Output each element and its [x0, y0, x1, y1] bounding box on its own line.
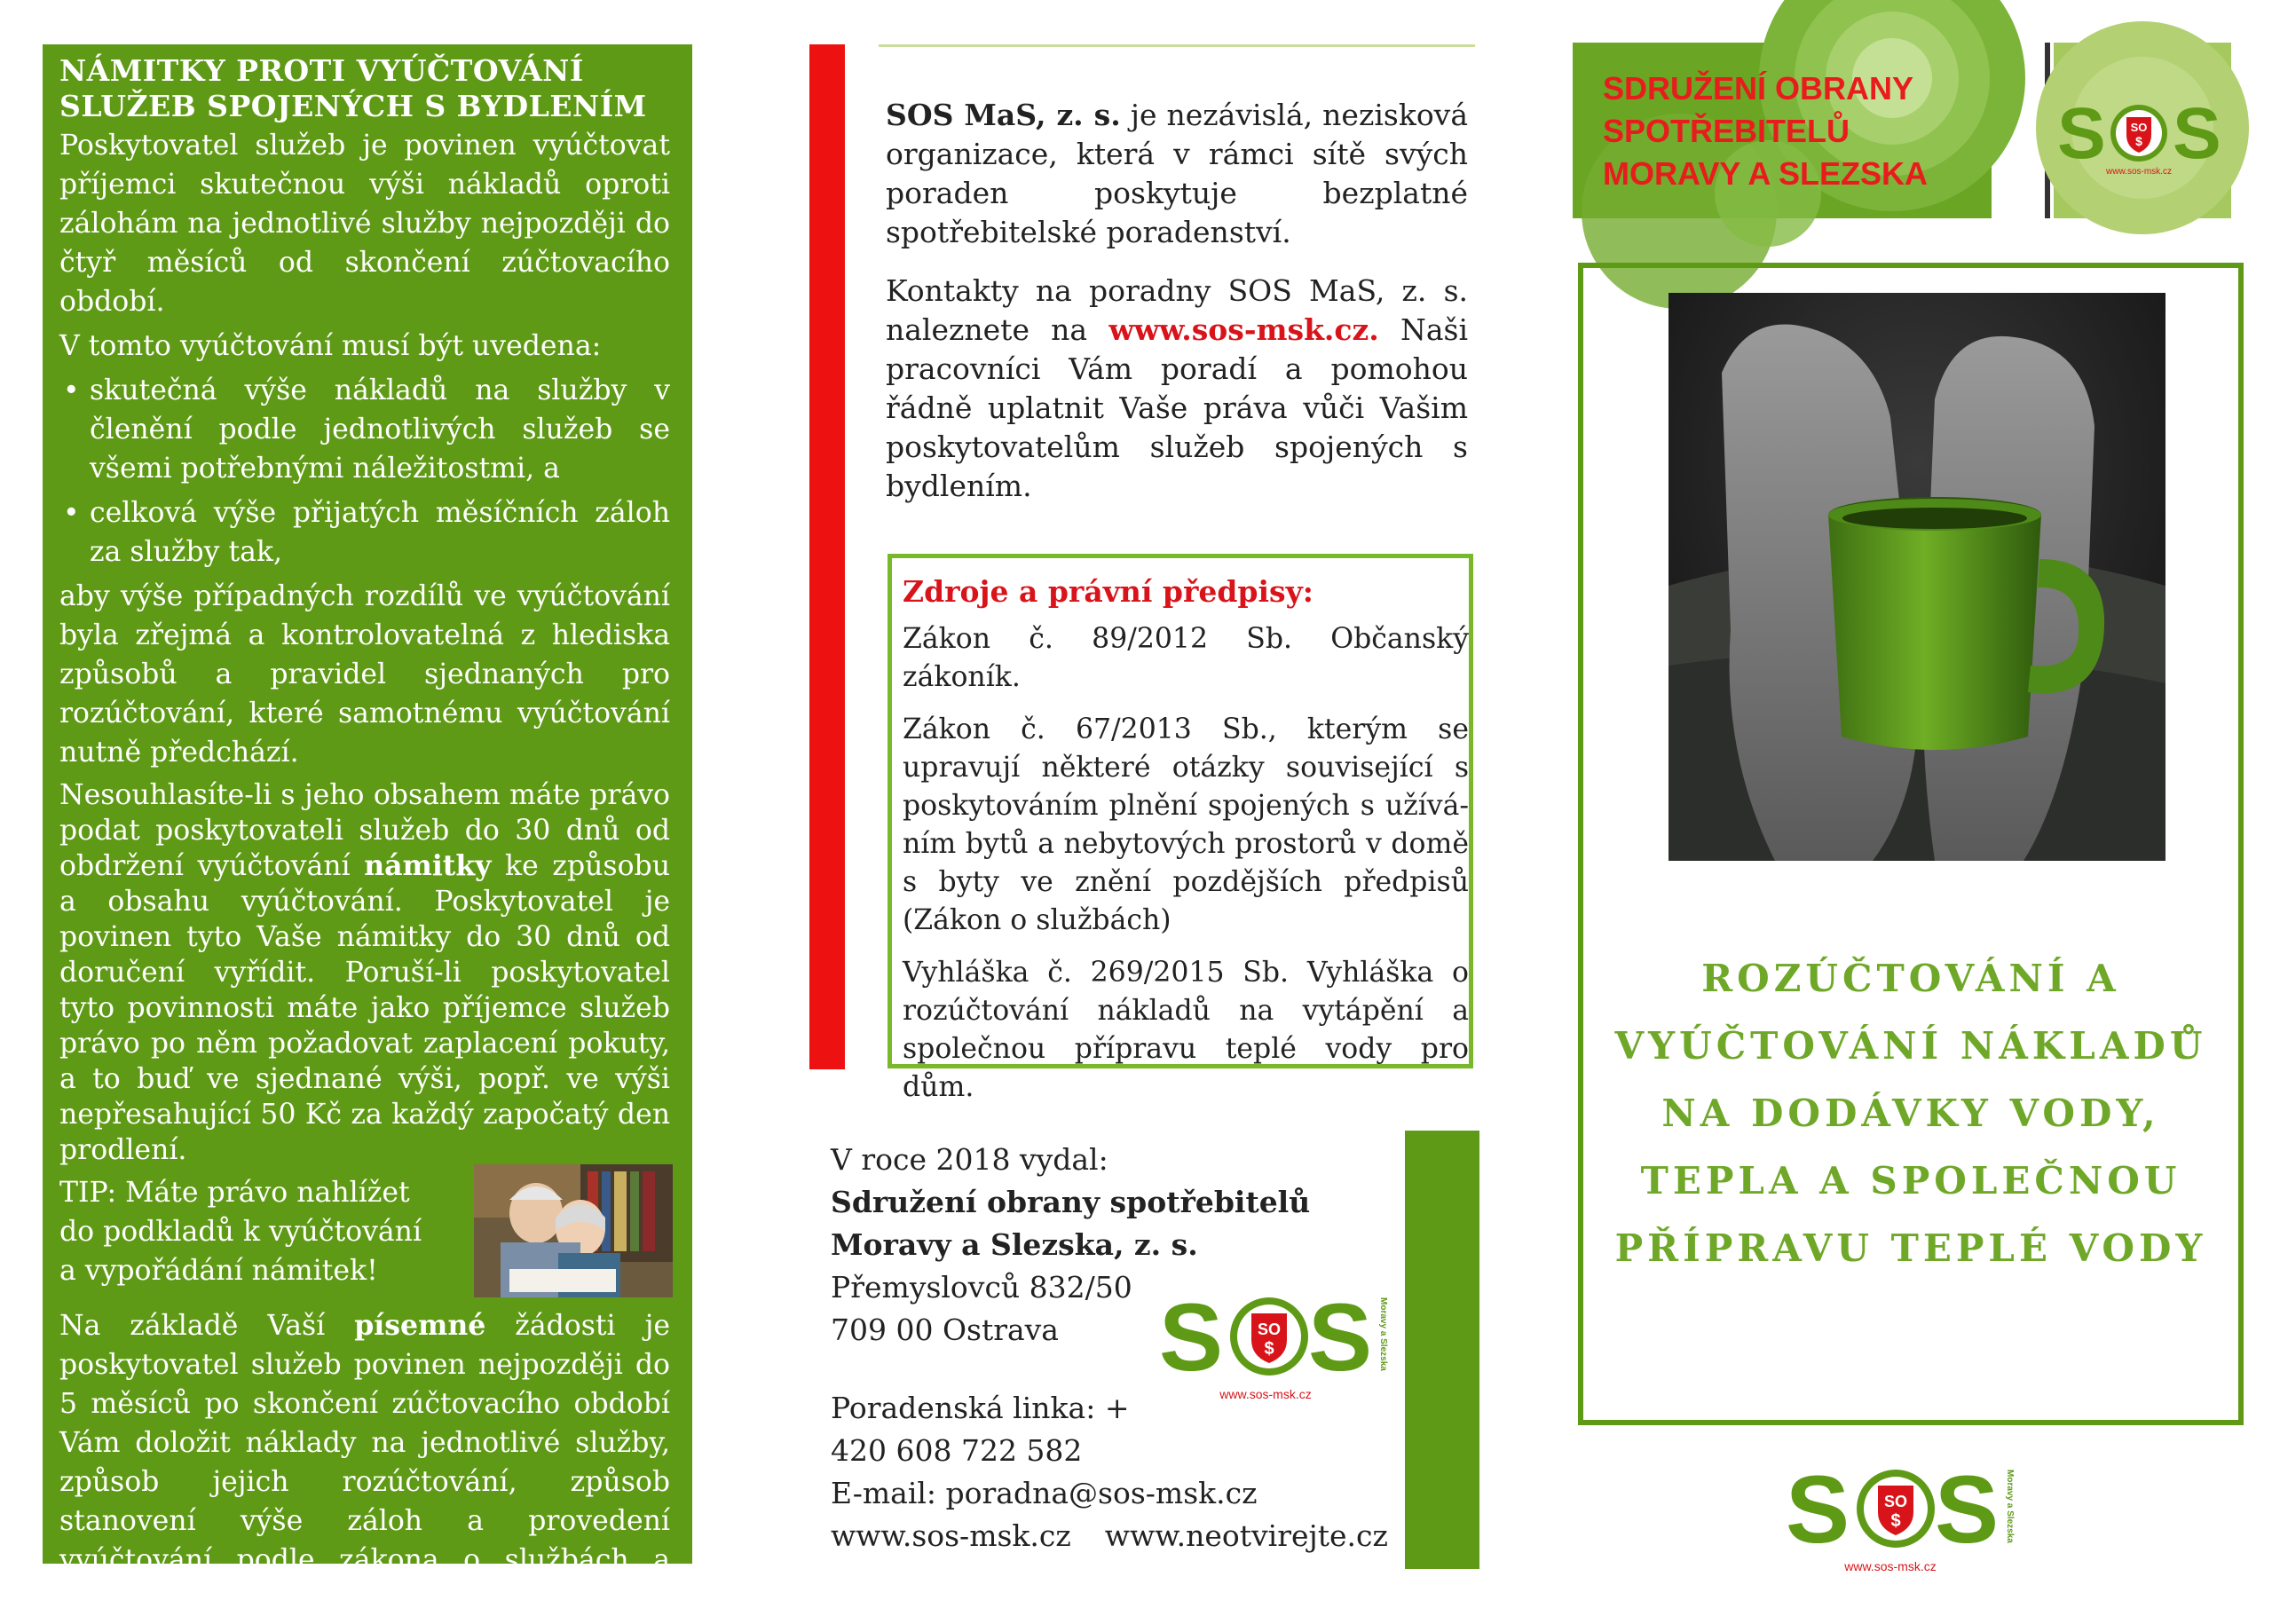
- svg-text:SO: SO: [2130, 121, 2148, 134]
- publisher-street: Přemyslovců 832/50: [831, 1270, 1132, 1305]
- svg-text:S: S: [1935, 1455, 2000, 1563]
- sos-logo-middle: [1159, 1283, 1388, 1404]
- publisher-name-line1: Sdružení obrany spotřebitelů: [831, 1185, 1311, 1219]
- svg-text:S: S: [2057, 93, 2106, 174]
- svg-text:S: S: [1786, 1455, 1850, 1563]
- svg-text:SO: SO: [1883, 1493, 1908, 1510]
- paragraph-billing-contents: V tomto vyúčtování musí být uvedena:: [59, 330, 602, 362]
- left-panel: [43, 44, 692, 1615]
- svg-text:Moravy a Slezska: Moravy a Slezska: [2005, 1470, 2015, 1543]
- paragraph-written-request: Na základě Vaší písemné žádosti je poskytovatel služeb povinen nejpozději do 5 měsíců po skončení zúčtovacího období Vám doložit náklady na jednotlivé služby, způsob jejich rozúčtování, způsob stanovení výše záloh a provedení vyúčtování podle zákona o službách a umožnit pořízení jejich kopií.: [59, 1309, 670, 1615]
- green-accent-bar: [1405, 1131, 1479, 1569]
- seniors-photo: [474, 1164, 673, 1297]
- logo-url: www.sos-msk.cz: [1219, 1387, 1312, 1401]
- bullet-icon: •: [63, 374, 80, 406]
- cover-title-line: VYÚČTOVÁNÍ NÁKLADŮ: [1614, 1024, 2207, 1068]
- list-item: • skutečná výše nákladů na služby v členění podle jednotlivých služeb se všemi potřebnými náležitostmi, a: [59, 371, 670, 488]
- paragraph-objections: Nesouhlasíte-li s jeho obsahem máte právo podat poskytovateli služeb do 30 dnů od obdržení vyúčtování námitky ke způsobu a obsahu vyúčtování. Poskytovatel je povinen tyto Vaše námitky do 30 dnů od doručení vyřídit. Poruší-li poskytovatel tyto povinnosti máte jako příjemce služeb právo po něm požadovat zaplacení pokuty, a to buď ve sjednané výši, popř. ve výši nepřesahující 50 Kč za každý započatý den prodlení.: [59, 779, 670, 1166]
- top-divider: [879, 44, 1475, 47]
- tip-block: [59, 1173, 670, 1306]
- svg-text:$: $: [2135, 134, 2142, 148]
- written-bold: písemné: [354, 1309, 486, 1342]
- tip-text: TIP: Máte právo nahlížet do podkladů k vyúčtování a vypořádání námitek!: [59, 1177, 422, 1287]
- organization-name: SOS MaS, z. s.: [886, 98, 1121, 132]
- cover-title-line: ROZÚČTOVÁNÍ A: [1701, 957, 2120, 1000]
- svg-text:S: S: [1159, 1283, 1224, 1391]
- sos-logo-bottom: [1786, 1455, 2015, 1576]
- socks-mug-photo: [1668, 293, 2166, 861]
- banner-logo: [2054, 43, 2231, 218]
- svg-text:S: S: [2173, 93, 2221, 174]
- left-panel-title: [59, 53, 670, 124]
- cover-title-line: TEPLA A SPOLEČNOU: [1640, 1159, 2181, 1202]
- title-line-2: SLUŽEB SPOJENÝCH S BYDLENÍM: [59, 89, 647, 123]
- publisher-city: 709 00 Ostrava: [831, 1313, 1059, 1347]
- billing-requirements-list: [59, 371, 670, 572]
- svg-text:www.sos-msk.cz: www.sos-msk.cz: [1844, 1559, 1937, 1573]
- svg-text:www.sos-msk.cz: www.sos-msk.cz: [2106, 167, 2172, 177]
- cover-title: [1589, 945, 2233, 1282]
- website-sos[interactable]: www.sos-msk.cz: [831, 1518, 1071, 1553]
- source-item: Zákon č. 67/2013 Sb., kterým se upravují některé otázky související s poskytováním plnění spojených s užívá-ním bytů a nebytových prostorů v domě s byty ve znění pozdějších předpisů (Zákon o službách): [903, 713, 1469, 936]
- title-line-1: NÁMITKY PROTI VYÚČTOVÁNÍ: [59, 53, 584, 88]
- organization-banner: [1573, 43, 1992, 218]
- paragraph-billing-deadline: Poskytovatel služeb je povinen vyúčtovat příjemci skutečnou výši nákladů oproti zálohám na jednotlivé služby nejpozději do čtyř měsíců od skončení zúčtovacího období.: [59, 130, 670, 318]
- svg-text:$: $: [1890, 1511, 1901, 1531]
- svg-text:S: S: [1308, 1283, 1373, 1391]
- cover-title-line: PŘÍPRAVU TEPLÉ VODY: [1614, 1226, 2207, 1270]
- left-panel-content: [59, 53, 670, 1624]
- issued-label: V roce 2018 vydal:: [831, 1142, 1108, 1177]
- sources-box: [888, 554, 1473, 1103]
- hotline-label: Poradenská linka: +: [831, 1391, 1130, 1425]
- shield-text: SO: [1257, 1320, 1282, 1338]
- logo-side-text: Moravy a Slezska: [1378, 1297, 1388, 1371]
- sources-title: Zdroje a právní předpisy:: [903, 574, 1314, 609]
- cover-title-line: NA DODÁVKY VODY,: [1661, 1092, 2160, 1135]
- banner-text: SDRUŽENÍ OBRANY SPOTŘEBITELŮ MORAVY A SLEZSKA: [1603, 70, 1929, 192]
- website-link[interactable]: www.sos-msk.cz.: [1108, 312, 1379, 347]
- websites-line: [831, 1515, 1388, 1557]
- website-neotvirejte[interactable]: www.neotvirejte.cz: [1104, 1518, 1388, 1553]
- bullet-icon: •: [63, 497, 80, 529]
- source-item: Vyhláška č. 269/2015 Sb. Vyhláška o rozúčtování nákladů na vytápění a společnou přípravu teplé vody pro dům.: [903, 957, 1469, 1103]
- source-item: Zákon č. 89/2012 Sb. Občanský zákoník.: [903, 623, 1469, 693]
- paragraph-differences: aby výše případných rozdílů ve vyúčtování byla zřejmá a kontrolovatelná z hlediska způsobů a pravidel sjednaných pro rozúčtování, které samotnému vyúčtování nutně předchází.: [59, 580, 670, 769]
- middle-intro: [886, 96, 1468, 525]
- publisher-name-line2: Moravy a Slezska, z. s.: [831, 1227, 1198, 1262]
- red-accent-bar: [809, 44, 845, 1069]
- list-item: • celková výše přijatých měsíčních záloh za služby tak,: [59, 493, 670, 572]
- organization-description: SOS MaS, z. s. je nezávislá, nezisková organizace, která v rámci sítě svých poraden poskytuje bezplatné spotřebitelské poradenství.: [886, 98, 1468, 249]
- contacts-paragraph: Kontakty na poradny SOS MaS, z. s. naleznete na www.sos-msk.cz. Naši pracovníci Vám poradí a pomohou řádně uplatnit Vaše práva vůči Vašim poskytovatelům služeb spojených s bydlením.: [886, 273, 1468, 503]
- svg-text:$: $: [1264, 1339, 1274, 1359]
- objections-bold: námitky: [364, 849, 492, 882]
- email-line: E-mail: poradna@sos-msk.cz: [831, 1476, 1258, 1510]
- hotline-number: 420 608 722 582: [831, 1433, 1083, 1468]
